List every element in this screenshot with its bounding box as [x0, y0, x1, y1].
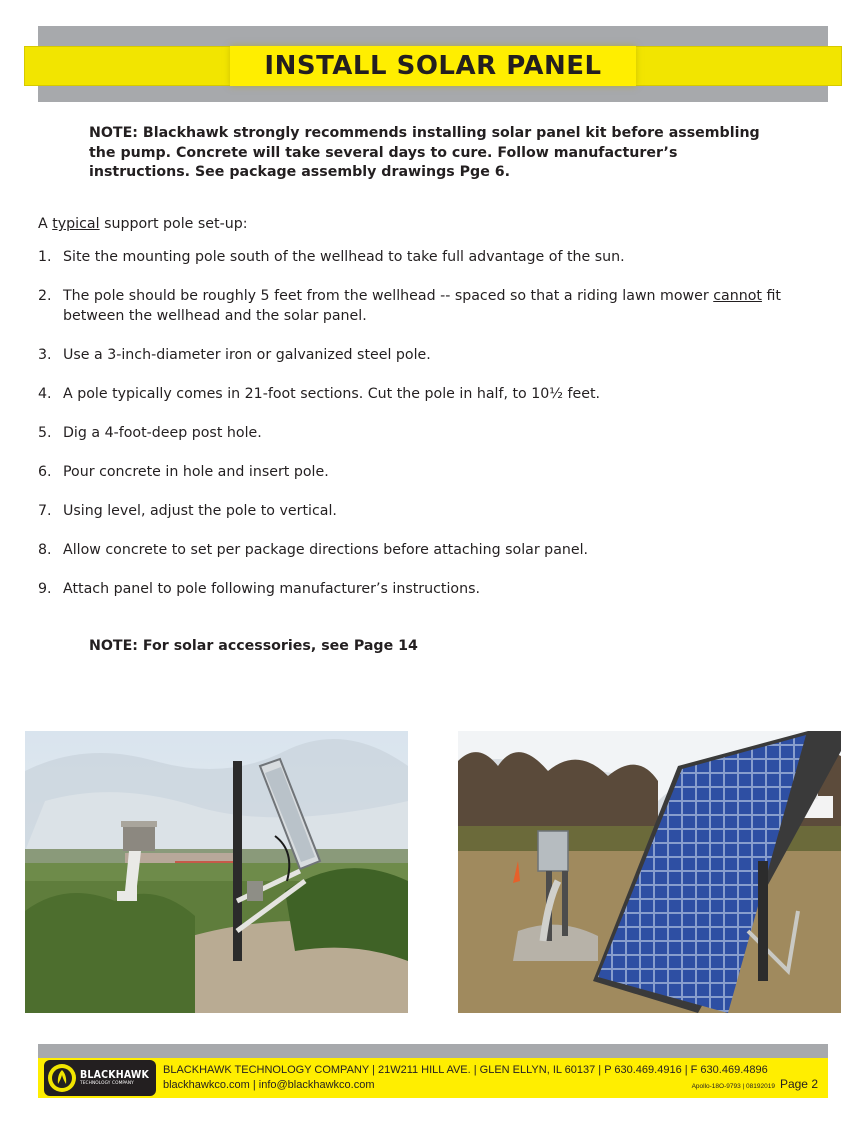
step-text: Using level, adjust the pole to vertical.	[63, 503, 337, 519]
step-number: 9.	[38, 581, 52, 597]
step-text-underlined: cannot	[713, 288, 762, 304]
step-number: 1.	[38, 249, 52, 265]
step-text: Pour concrete in hole and insert pole.	[63, 464, 329, 480]
step-9	[38, 580, 828, 619]
step-number: 6.	[38, 464, 52, 480]
photo-ground-mounted-panel	[458, 731, 841, 1013]
step-number: 4.	[38, 386, 52, 402]
step-text: Attach panel to pole following manufacturer’s instructions.	[63, 581, 480, 597]
step-number: 7.	[38, 503, 52, 519]
intro-line	[38, 216, 248, 232]
step-6	[38, 463, 828, 502]
step-4	[38, 385, 828, 424]
intro-prefix: A	[38, 216, 53, 232]
footer-contact: blackhawkco.com | info@blackhawkco.com	[163, 1079, 375, 1091]
step-number: 8.	[38, 542, 52, 558]
header-title-box	[230, 46, 636, 86]
step-text-part: fit between the wellhead and the solar panel.	[63, 288, 781, 324]
step-text: Allow concrete to set per package directions before attaching solar panel.	[63, 542, 589, 558]
logo-name: BLACKHAWK	[80, 1069, 150, 1081]
step-text: Dig a 4-foot-deep post hole.	[63, 425, 262, 441]
step-text: A pole typically comes in 21-foot sections. Cut the pole in half, to 10½ feet.	[63, 386, 601, 402]
step-1	[38, 248, 828, 287]
hawk-emblem-icon	[48, 1064, 76, 1092]
step-text: Site the mounting pole south of the wellhead to take full advantage of the sun.	[63, 249, 625, 265]
step-2	[38, 287, 828, 346]
step-7	[38, 502, 828, 541]
step-number: 3.	[38, 347, 52, 363]
step-number: 5.	[38, 425, 52, 441]
step-text: Use a 3-inch-diameter iron or galvanized steel pole.	[63, 347, 431, 363]
step-text	[63, 287, 828, 346]
intro-suffix: support pole set-up:	[99, 216, 248, 232]
step-5	[38, 424, 828, 463]
logo-text	[80, 1069, 149, 1087]
step-text-part: The pole should be roughly 5 feet from the wellhead -- spaced so that a riding lawn mower	[63, 288, 714, 304]
note-top: NOTE: Blackhawk strongly recommends installing solar panel kit before assembling the pump. Concrete will take several days to cure. Follow manufacturer’s instructions. See package assembly drawings Pge 6.	[89, 125, 760, 180]
document-code: Apollo-18O-9793 | 08192019	[691, 1083, 775, 1090]
footer-right	[692, 1077, 818, 1091]
steps-list	[38, 248, 828, 619]
step-3	[38, 346, 828, 385]
logo-subtitle: TECHNOLOGY COMPANY	[80, 1081, 134, 1086]
photo-pole-mounted-panel	[25, 731, 408, 1013]
intro-underlined: typical	[52, 216, 100, 232]
page-number: Page 2	[779, 1077, 818, 1091]
footer-address: BLACKHAWK TECHNOLOGY COMPANY | 21W211 HILL AVE. | GLEN ELLYN, IL 60137 | P 630.469.4916 | F 630.469.4896	[163, 1064, 768, 1076]
company-logo	[44, 1060, 156, 1096]
footer-gray-band	[38, 1044, 828, 1058]
step-8	[38, 541, 828, 580]
step-number: 2.	[38, 288, 52, 304]
page-title: INSTALL SOLAR PANEL	[264, 51, 602, 81]
note-bottom: NOTE: For solar accessories, see Page 14	[89, 638, 418, 654]
